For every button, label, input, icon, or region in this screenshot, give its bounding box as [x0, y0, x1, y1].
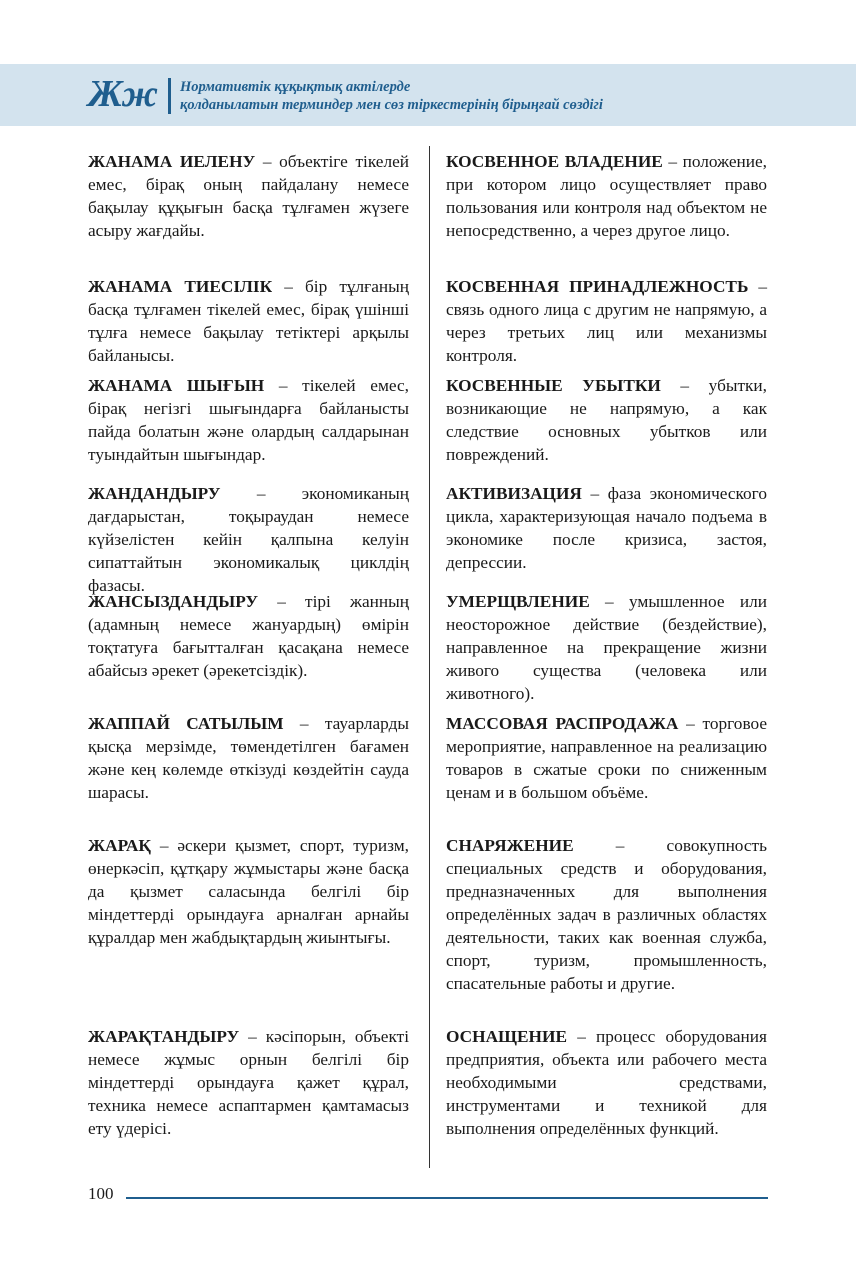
entry-definition: – тікелей емес, бірақ негізгі шығындарға байланысты пайда болатын және олардың салдарынан туындайтын шығындар.: [88, 376, 409, 464]
entry-kz: [88, 1025, 409, 1140]
entry-definition: – тауарларды қысқа мерзімде, төмендетілген бағамен және кең көлемде өткізуді көздейтін сауда шарасы.: [88, 714, 409, 802]
entry-definition: – положение, при котором лицо осуществляет право пользования или контроля над объектом не непосредственно, а через другое лицо.: [446, 152, 767, 240]
entry-term: ЖАНСЫЗДАНДЫРУ: [88, 592, 259, 611]
header-divider: [168, 78, 171, 114]
entry-term: МАССОВАЯ РАСПРОДАЖА: [446, 714, 679, 733]
entry-definition: – связь одного лица с другим не напрямую, а через третьих лиц или механизмы контроля.: [446, 277, 767, 365]
entry-definition: – умышленное или неосторожное действие (бездействие), направленное на прекращение жизни живого существа (человека или животного).: [446, 592, 767, 703]
entry-ru: [446, 590, 767, 705]
entry-term: ЖАНАМА ШЫҒЫН: [88, 376, 265, 395]
section-letters: Жж: [88, 73, 158, 115]
entry-term: КОСВЕННОЕ ВЛАДЕНИЕ: [446, 152, 663, 171]
entry-definition: – фаза экономического цикла, характеризующая начало подъема в экономике после кризиса, застоя, депрессии.: [446, 484, 767, 572]
entry-definition: – бір тұлғаның басқа тұлғамен тікелей емес, бірақ үшінші тұлға немесе бақылау тетіктері арқылы байланысы.: [88, 277, 409, 365]
entry-term: КОСВЕННЫЕ УБЫТКИ: [446, 376, 661, 395]
entry-term: ЖАППАЙ САТЫЛЫМ: [88, 714, 284, 733]
entry-ru: [446, 482, 767, 574]
entry-definition: – объектіге тікелей емес, бірақ оның пайдалану немесе бақылау құқығын басқа тұлғамен жүзеге асыру жағдайы.: [88, 152, 409, 240]
entry-term: ЖАНАМА ТИЕСІЛІК: [88, 277, 273, 296]
entry-kz: [88, 590, 409, 682]
entry-ru: [446, 712, 767, 804]
entry-definition: – совокупность специальных средств и оборудования, предназначенных для выполнения определённых задач в различных областях деятельности, таких как военная служба, спорт, туризм, промышленность, спасательные работы и другие.: [446, 836, 767, 993]
entry-term: ЖАНДАНДЫРУ: [88, 484, 221, 503]
entry-term: ОСНАЩЕНИЕ: [446, 1027, 567, 1046]
entry-ru: [446, 275, 767, 367]
entry-definition: – экономиканың дағдарыстан, тоқыраудан немесе күйзелістен кейін қалпына келуін сипаттайтын экономикалық циклдің фазасы.: [88, 484, 409, 595]
entry-definition: – процесс оборудования предприятия, объекта или рабочего места необходимыми средствами, инструментами и техникой для выполнения определённых функций.: [446, 1027, 767, 1138]
entry-definition: – торговое мероприятие, направленное на реализацию товаров в сжатые сроки по сниженным ценам и в большом объёме.: [446, 714, 768, 802]
entry-term: КОСВЕННАЯ ПРИНАДЛЕЖНОСТЬ: [446, 277, 749, 296]
entry-ru: [446, 150, 767, 242]
entry-ru: [446, 1025, 767, 1140]
entry-definition: – кәсіпорын, объекті немесе жұмыс орнын белгілі бір міндеттерді орындауға қажет құрал, техника немесе аспаптармен қамтамасыз ету үдерісі.: [88, 1027, 409, 1138]
entry-kz: [88, 150, 409, 242]
entry-kz: [88, 374, 409, 466]
title-line-2: қолданылатын терминдер мен сөз тіркестерінің бірыңғай сөздігі: [180, 97, 603, 113]
entry-term: СНАРЯЖЕНИЕ: [446, 836, 574, 855]
entry-kz: [88, 834, 409, 949]
page-number: 100: [88, 1184, 114, 1203]
entry-term: УМЕРЩВЛЕНИЕ: [446, 592, 590, 611]
entry-ru: [446, 834, 767, 995]
entry-definition: – тірі жанның (адамның немесе жануардың) өмірін тоқтатуға бағытталған қасақана немесе абайсыз әрекет (әрекетсіздік).: [88, 592, 409, 680]
page-header: [0, 64, 856, 126]
entry-kz: [88, 712, 409, 804]
entry-definition: – әскери қызмет, спорт, туризм, өнеркәсіп, құтқару жұмыстары және басқа да қызмет саласында белгілі бір міндеттерді орындауға арналған арнайы құралдар мен жабдықтардың жиынтығы.: [88, 836, 409, 947]
footer-rule: [126, 1197, 768, 1199]
entry-term: ЖАНАМА ИЕЛЕНУ: [88, 152, 256, 171]
entry-definition: – убытки, возникающие не напрямую, а как следствие основных убытков или повреждений.: [446, 376, 767, 464]
dictionary-title: [180, 78, 603, 114]
entry-ru: [446, 374, 767, 466]
entry-kz: [88, 275, 409, 367]
entry-kz: [88, 482, 409, 597]
title-line-1: Нормативтік құқықтық актілерде: [180, 79, 411, 95]
entry-term: ЖАРАҚ: [88, 836, 151, 855]
entry-term: ЖАРАҚТАНДЫРУ: [88, 1027, 240, 1046]
column-divider: [429, 146, 430, 1168]
entry-term: АКТИВИЗАЦИЯ: [446, 484, 582, 503]
